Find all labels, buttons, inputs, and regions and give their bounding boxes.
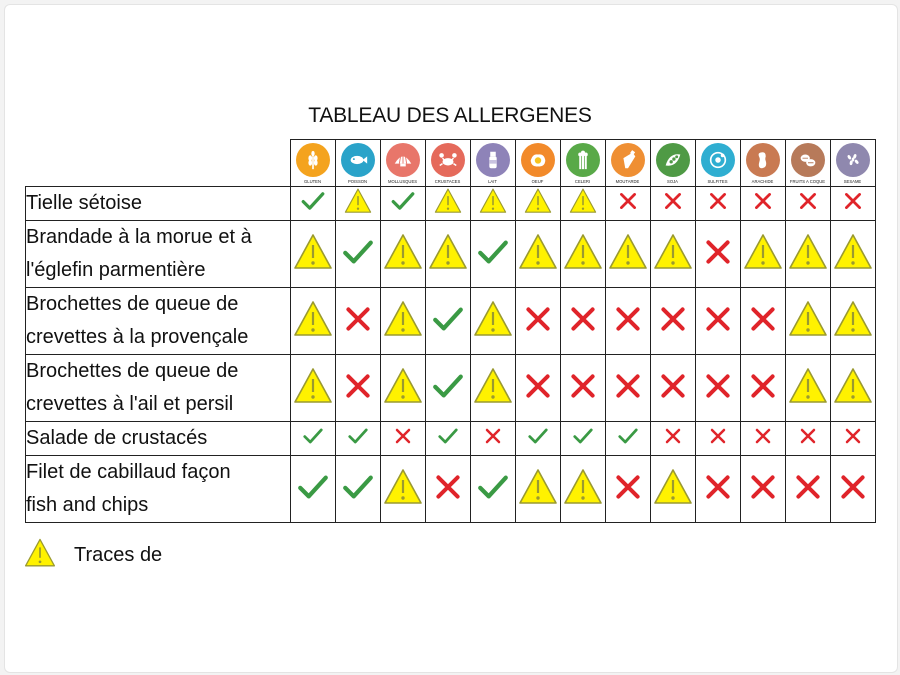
cross-icon	[522, 370, 554, 407]
allergen-cell	[830, 456, 875, 523]
allergen-cell	[560, 288, 605, 355]
table-row	[26, 355, 876, 422]
allergen-header-crustaces	[425, 140, 470, 187]
cross-icon	[702, 471, 734, 508]
cross-icon	[657, 370, 689, 407]
allergen-header-wrap	[651, 140, 695, 185]
cross-icon	[708, 426, 728, 451]
allergen-cell	[560, 456, 605, 523]
cross-icon	[747, 303, 779, 340]
allergen-cell	[695, 221, 740, 288]
check-icon	[476, 235, 510, 274]
allergen-header-wrap	[831, 140, 875, 185]
allergen-cell	[830, 288, 875, 355]
allergen-cell	[785, 288, 830, 355]
allergen-cell	[650, 456, 695, 523]
allergen-header-soja	[650, 140, 695, 187]
allergen-header-row	[26, 140, 876, 187]
wheat-icon	[296, 143, 330, 177]
crab-icon	[431, 143, 465, 177]
allergen-cell	[605, 456, 650, 523]
allergen-cell	[830, 221, 875, 288]
dish-name-line: Brochettes de queue de	[26, 293, 239, 315]
check-icon	[437, 425, 459, 452]
allergen-name: FRUITS A COQUE	[789, 179, 826, 184]
allergen-name: SULFITES	[707, 179, 728, 184]
legend	[24, 537, 162, 574]
allergen-cell	[740, 288, 785, 355]
allergen-header-wrap	[291, 140, 335, 185]
allergen-cell	[380, 187, 425, 221]
cross-icon	[843, 426, 863, 451]
check-icon	[296, 470, 330, 509]
allergen-header-sesame	[830, 140, 875, 187]
allergen-cell	[335, 221, 380, 288]
allergen-name: SESAME	[843, 179, 862, 184]
allergen-name: POISSON	[347, 179, 368, 184]
allergen-cell	[560, 187, 605, 221]
dish-name-line: crevettes à l'ail et persil	[26, 393, 234, 415]
cross-icon	[747, 370, 779, 407]
warning-icon	[788, 232, 828, 277]
allergen-cell	[380, 288, 425, 355]
warning-icon	[788, 366, 828, 411]
cross-icon	[612, 370, 644, 407]
allergen-cell	[785, 456, 830, 523]
nuts-icon	[791, 143, 825, 177]
cross-icon	[567, 303, 599, 340]
allergen-cell	[740, 456, 785, 523]
cross-icon	[837, 471, 869, 508]
sesame-icon	[836, 143, 870, 177]
cross-icon	[432, 471, 464, 508]
allergen-cell	[605, 288, 650, 355]
allergen-cell	[335, 355, 380, 422]
allergen-cell	[425, 288, 470, 355]
allergen-cell	[425, 422, 470, 456]
cross-icon	[792, 471, 824, 508]
cross-icon	[753, 426, 773, 451]
warning-icon	[344, 187, 372, 220]
allergen-cell	[740, 355, 785, 422]
allergen-cell	[650, 187, 695, 221]
allergen-cell	[470, 456, 515, 523]
dish-name-line: l'églefin parmentière	[26, 259, 206, 281]
allergen-cell	[650, 422, 695, 456]
cross-icon	[612, 471, 644, 508]
allergen-cell	[605, 355, 650, 422]
warning-icon	[833, 366, 873, 411]
allergen-name: CRUSTACES	[434, 179, 461, 184]
warning-icon	[563, 232, 603, 277]
allergen-cell	[785, 187, 830, 221]
check-icon	[341, 235, 375, 274]
cross-icon	[702, 236, 734, 273]
allergen-cell	[515, 221, 560, 288]
allergen-cell	[650, 288, 695, 355]
table-row	[26, 422, 876, 456]
allergen-name: ARACHIDE	[751, 179, 774, 184]
warning-icon	[428, 232, 468, 277]
allergen-cell	[830, 355, 875, 422]
cross-icon	[657, 303, 689, 340]
allergen-cell	[335, 288, 380, 355]
allergen-cell	[470, 187, 515, 221]
check-icon	[572, 425, 594, 452]
check-icon	[476, 470, 510, 509]
warning-icon	[833, 299, 873, 344]
allergen-cell	[650, 355, 695, 422]
allergen-cell	[290, 422, 335, 456]
allergen-cell	[470, 221, 515, 288]
check-icon	[390, 188, 416, 219]
allergen-cell	[650, 221, 695, 288]
mustard-icon	[611, 143, 645, 177]
allergen-cell	[290, 221, 335, 288]
check-icon	[527, 425, 549, 452]
allergen-cell	[380, 456, 425, 523]
cross-icon	[567, 370, 599, 407]
dish-name-line: Filet de cabillaud façon	[26, 461, 231, 483]
allergen-header-wrap	[606, 140, 650, 185]
allergen-name: GLUTEN	[304, 179, 321, 184]
warning-icon	[653, 467, 693, 512]
table-row	[26, 288, 876, 355]
check-icon	[302, 425, 324, 452]
table-row	[26, 221, 876, 288]
allergen-cell	[695, 422, 740, 456]
sulfites-icon	[701, 143, 735, 177]
allergen-cell	[380, 355, 425, 422]
allergen-cell	[515, 187, 560, 221]
allergen-cell	[290, 355, 335, 422]
peanut-icon	[746, 143, 780, 177]
check-icon	[300, 188, 326, 219]
allergen-cell	[425, 456, 470, 523]
cross-icon	[617, 190, 639, 217]
warning-icon	[24, 537, 56, 574]
allergen-header-wrap	[561, 140, 605, 185]
page-title: TABLEAU DES ALLERGENES	[308, 104, 592, 127]
allergen-name: SOJA	[667, 179, 678, 184]
allergen-cell	[515, 422, 560, 456]
allergen-cell	[290, 187, 335, 221]
check-icon	[341, 470, 375, 509]
allergen-cell	[785, 355, 830, 422]
legend-label: Traces de	[74, 544, 163, 566]
allergen-cell	[695, 187, 740, 221]
allergen-header-wrap	[516, 140, 560, 185]
warning-icon	[743, 232, 783, 277]
check-icon	[431, 369, 465, 408]
allergen-cell	[830, 422, 875, 456]
warning-icon	[383, 366, 423, 411]
allergen-header-wrap	[381, 140, 425, 185]
allergen-cell	[740, 221, 785, 288]
allergen-cell	[830, 187, 875, 221]
cross-icon	[797, 190, 819, 217]
allergen-cell	[335, 456, 380, 523]
cross-icon	[747, 471, 779, 508]
egg-icon	[521, 143, 555, 177]
allergen-cell	[740, 422, 785, 456]
warning-icon	[518, 467, 558, 512]
warning-icon	[473, 299, 513, 344]
allergen-header-sulfites	[695, 140, 740, 187]
allergen-header-wrap	[741, 140, 785, 185]
allergen-header-lait	[470, 140, 515, 187]
allergen-cell	[515, 456, 560, 523]
dish-name-line: Salade de crustacés	[26, 427, 208, 449]
allergen-name: CELERI	[574, 179, 591, 184]
cross-icon	[522, 303, 554, 340]
warning-icon	[293, 299, 333, 344]
allergen-name: MOUTARDE	[615, 179, 640, 184]
warning-icon	[653, 232, 693, 277]
dish-name-line: Brochettes de queue de	[26, 360, 239, 382]
allergen-cell	[560, 355, 605, 422]
warning-icon	[833, 232, 873, 277]
allergen-cell	[695, 456, 740, 523]
warning-icon	[473, 366, 513, 411]
allergen-cell	[560, 221, 605, 288]
warning-icon	[563, 467, 603, 512]
allergen-cell	[785, 422, 830, 456]
check-icon	[431, 302, 465, 341]
celery-icon	[566, 143, 600, 177]
dish-name	[26, 221, 291, 288]
warning-icon	[434, 187, 462, 220]
allergen-table-body	[26, 187, 876, 523]
fish-icon	[341, 143, 375, 177]
cross-icon	[702, 303, 734, 340]
allergen-name: OEUF	[531, 179, 544, 184]
header-blank-cell	[26, 140, 291, 187]
table-row	[26, 456, 876, 523]
allergen-name: LAIT	[488, 179, 497, 184]
allergen-cell	[515, 288, 560, 355]
allergen-cell	[470, 355, 515, 422]
dish-name	[26, 355, 291, 422]
allergen-cell	[605, 221, 650, 288]
warning-icon	[293, 232, 333, 277]
warning-icon	[608, 232, 648, 277]
allergen-cell	[605, 187, 650, 221]
allergen-cell	[290, 288, 335, 355]
milk-icon	[476, 143, 510, 177]
allergen-header-wrap	[696, 140, 740, 185]
cross-icon	[702, 370, 734, 407]
shell-icon	[386, 143, 420, 177]
allergen-cell	[695, 288, 740, 355]
warning-icon	[383, 467, 423, 512]
dish-name	[26, 288, 291, 355]
dish-name-line: crevettes à la provençale	[26, 326, 249, 348]
warning-icon	[383, 232, 423, 277]
allergen-header-wrap	[471, 140, 515, 185]
table-row	[26, 187, 876, 221]
allergen-header-arachide	[740, 140, 785, 187]
allergen-cell	[470, 422, 515, 456]
dish-name-line: fish and chips	[26, 494, 149, 516]
allergen-cell	[380, 422, 425, 456]
dish-name	[26, 422, 291, 456]
warning-icon	[788, 299, 828, 344]
allergen-cell	[785, 221, 830, 288]
cross-icon	[842, 190, 864, 217]
allergen-cell	[425, 355, 470, 422]
warning-icon	[518, 232, 558, 277]
allergen-cell	[695, 355, 740, 422]
cross-icon	[663, 426, 683, 451]
warning-icon	[479, 187, 507, 220]
allergen-cell	[560, 422, 605, 456]
cross-icon	[798, 426, 818, 451]
allergen-cell	[425, 221, 470, 288]
allergen-cell	[425, 187, 470, 221]
allergen-header-gluten	[290, 140, 335, 187]
cross-icon	[612, 303, 644, 340]
allergen-cell	[605, 422, 650, 456]
allergen-cell	[335, 422, 380, 456]
cross-icon	[483, 426, 503, 451]
allergen-cell	[380, 221, 425, 288]
allergen-header-mollusques	[380, 140, 425, 187]
allergen-header-moutarde	[605, 140, 650, 187]
allergen-cell	[290, 456, 335, 523]
cross-icon	[342, 303, 374, 340]
cross-icon	[752, 190, 774, 217]
allergen-cell	[740, 187, 785, 221]
allergen-header-fruits-a-coque	[785, 140, 830, 187]
allergen-cell	[515, 355, 560, 422]
cross-icon	[342, 370, 374, 407]
allergen-cell	[470, 288, 515, 355]
allergen-table	[25, 139, 876, 523]
dish-name	[26, 187, 291, 221]
warning-icon	[383, 299, 423, 344]
allergen-cell	[335, 187, 380, 221]
allergen-header-celeri	[560, 140, 605, 187]
allergen-header-poisson	[335, 140, 380, 187]
warning-icon	[524, 187, 552, 220]
allergen-name: MOLLUSQUES	[387, 179, 418, 184]
allergen-header-wrap	[336, 140, 380, 185]
allergen-header-wrap	[426, 140, 470, 185]
check-icon	[617, 425, 639, 452]
dish-name	[26, 456, 291, 523]
cross-icon	[393, 426, 413, 451]
soy-icon	[656, 143, 690, 177]
allergen-header-oeuf	[515, 140, 560, 187]
check-icon	[347, 425, 369, 452]
warning-icon	[293, 366, 333, 411]
warning-icon	[569, 187, 597, 220]
dish-name-line: Tielle sétoise	[26, 192, 142, 214]
cross-icon	[707, 190, 729, 217]
allergen-header-wrap	[786, 140, 830, 185]
dish-name-line: Brandade à la morue et à	[26, 226, 252, 248]
cross-icon	[662, 190, 684, 217]
